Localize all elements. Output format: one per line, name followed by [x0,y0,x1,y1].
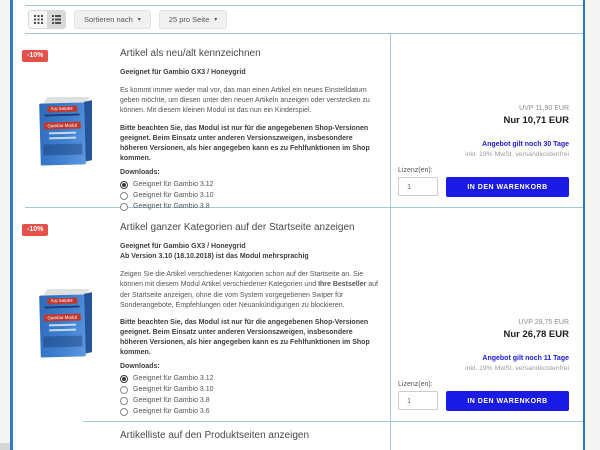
box-module-label: Gambio-Modul [43,314,80,322]
radio-icon[interactable] [120,397,128,405]
uvp-price: UVP 29,75 EUR [518,319,569,326]
box-decor-line [44,114,79,117]
product-buy-column [390,422,583,450]
download-option-label: Geeignet für Gambio 3.12 [133,375,214,383]
download-option-label: Geeignet für Gambio 3.10 [133,192,214,200]
content-area [13,0,583,450]
quantity-input[interactable] [398,391,438,410]
buy-row [398,391,569,411]
quantity-input[interactable] [398,177,438,196]
product-buy-column [390,34,583,207]
product-info-column [120,422,390,450]
uvp-price: UVP 11,90 EUR [519,105,569,112]
downloads-label: Downloads: [120,363,160,371]
list-view-button[interactable] [47,10,66,29]
download-option-label: Geeignet für Gambio 3.12 [133,181,214,189]
product-image[interactable] [38,287,96,359]
product-description: Es kommt immer wieder mal vor, das man einen Artikel ein neues Einstelldatum geben möchte, um diesen unter den neuen Artikeln anzeigen oder verstecken zu können. Mit diesem kleinen Modul ist das nun ein Kinderspiel. [120,87,370,115]
box-decor-bars [39,131,84,139]
add-to-cart-button[interactable]: IN DEN WARENKORB [446,391,569,411]
per-page-dropdown-label: 25 pro Seite [168,15,210,24]
box-author-label: Kai Siepke [46,106,76,113]
product-media-column [13,422,120,450]
radio-icon[interactable] [120,386,128,394]
license-label: Lizenz(en): [398,167,433,174]
box-module-label: Gambio-Modul [43,122,80,130]
box-decor-foot [43,143,82,155]
price-stack [398,319,569,411]
product-row [13,422,583,450]
radio-icon[interactable] [120,192,128,200]
download-option[interactable] [120,179,378,190]
box-author-label: Kai Siepke [46,298,76,305]
radio-selected-icon[interactable] [120,181,128,189]
add-to-cart-button[interactable]: IN DEN WARENKORB [446,177,569,197]
downloads-label: Downloads: [120,169,160,177]
product-row [13,208,583,421]
sort-dropdown[interactable] [74,10,151,29]
buy-row [398,177,569,197]
product-subtitle-line2: Ab Version 3.10 (18.10.2018) ist das Modul mehrsprachig [120,253,309,261]
left-gutter-foot [0,443,10,450]
box-decor-foot [43,335,82,347]
download-option[interactable] [120,373,378,384]
sort-dropdown-label: Sortieren nach [84,15,133,24]
discount-badge: -10% [22,224,48,236]
download-option-label: Geeignet für Gambio 3.10 [133,386,214,394]
license-label: Lizenz(en): [398,381,433,388]
download-option[interactable] [120,406,378,417]
tax-note: inkl. 19% MwSt. versandkostenfrei [465,151,569,158]
product-subtitle [120,242,378,262]
product-buy-column [390,208,583,421]
offer-countdown: Angebot gilt noch 11 Tage [482,355,569,362]
product-title[interactable]: Artikelliste auf den Produktseiten anzeigen [120,430,310,441]
chevron-down-icon: ▾ [137,16,141,23]
download-option-label: Geeignet für Gambio 3.8 [133,203,210,211]
product-media-column [13,34,120,207]
grid-view-button[interactable] [28,10,47,29]
chevron-down-icon: ▾ [214,16,218,23]
per-page-dropdown[interactable] [159,10,227,29]
list-toolbar [13,6,583,33]
description-bold-text: Ihre Bestseller [318,281,367,289]
product-description: Zeigen Sie die Artikel verschiedener Katgorien schon auf der Startseite an. Sie können mit diesem Modul Artikel verschiedener Kategorien und Ihre Bestseller auf der Startseite anzeigen, ohne die vom System vorgegebenen Swiper für Sonderangebote, Empfehlungen oder Neuankündigungen zu blockieren. [120,271,378,309]
download-option[interactable] [120,384,378,395]
current-price: Nur 10,71 EUR [503,115,569,126]
product-title[interactable]: Artikel als neu/alt kennzeichnen [120,48,261,59]
box-decor-bars [39,323,84,331]
product-subtitle: Geeignet für Gambio GX3 / Honeygrid [120,69,246,76]
product-warning: Bitte beachten Sie, das Modul ist nur für die angegebenen Shop-Versionen geeignet. Beim Einsatz unter anderen Versionszweigen, insbesondere höheren Versionen, als hier angegeben kann es zu Fehlfunktionen im Shop kommen. [120,318,370,357]
product-image[interactable] [38,95,96,167]
download-option[interactable] [120,190,378,201]
download-option-label: Geeignet für Gambio 3.8 [133,397,210,405]
product-title[interactable]: Artikel ganzer Kategorien auf der Startseite anzeigen [120,222,355,233]
radio-selected-icon[interactable] [120,375,128,383]
product-info-column [120,208,390,421]
current-price: Nur 26,78 EUR [503,329,569,340]
tax-note: inkl. 19% MwSt. versandkostenfrei [465,365,569,372]
right-gutter [585,0,600,450]
download-option-label: Geeignet für Gambio 3.6 [133,408,210,416]
product-warning: Bitte beachten Sie, das Modul ist nur für die angegebenen Shop-Versionen geeignet. Beim Einsatz unter anderen Versionszweigen, insbesondere höheren Versionen, als hier angegeben kann es zu Fehlfunktionen im Shop kommen. [120,124,370,162]
box-front [39,294,86,357]
price-stack [398,105,569,197]
product-info-column [120,34,390,211]
radio-icon[interactable] [120,408,128,416]
view-mode-group [28,10,66,29]
grid-view-icon [34,12,43,27]
product-row [13,34,583,211]
list-view-icon [52,12,61,27]
discount-badge: -10% [22,50,48,62]
product-media-column [13,208,120,421]
product-subtitle-line1: Geeignet für Gambio GX3 / Honeygrid [120,243,246,250]
box-front [39,102,86,165]
offer-countdown: Angebot gilt noch 30 Tage [482,141,569,148]
left-gutter [0,0,10,450]
download-option[interactable] [120,395,378,406]
box-decor-line [44,306,79,309]
